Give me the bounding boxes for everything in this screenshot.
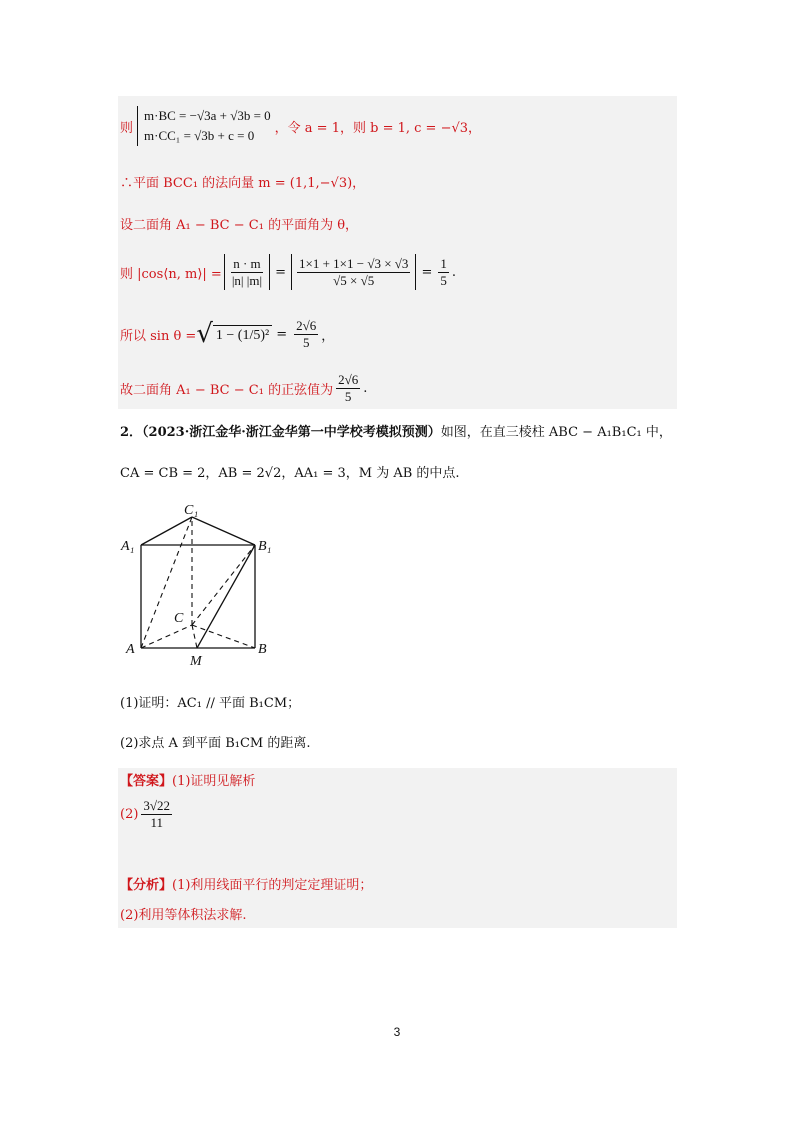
normal-vector-line (120, 172, 365, 191)
label-B1: B₁ (258, 539, 272, 554)
conclusion-text: 故二面角 A₁ − BC − C₁ 的正弦值为 (120, 382, 334, 398)
cos-lhs: 则 |cos⟨n, m⟩| = (120, 266, 222, 282)
given-text: CA = CB = 2，AB = 2√2，AA₁ = 3，M 为 AB 的中点. (120, 466, 460, 481)
edge-CM (192, 625, 197, 648)
analysis-part-2: (2)利用等体积法求解. (120, 908, 247, 923)
edge-CB1 (192, 545, 255, 625)
answer-num: 3√22 (143, 797, 171, 813)
dihedral-angle-text: 设二面角 A₁ − BC − C₁ 的平面角为 θ， (120, 218, 359, 233)
cos-equals: = (275, 264, 286, 280)
question-2-text: (2)求点 A 到平面 B₁CM 的距离. (120, 736, 311, 751)
label-B: B (258, 642, 267, 657)
cos-num-1: n · m (233, 255, 261, 271)
label-C: C (174, 611, 184, 626)
sin-radicand: 1 − (1/5)² (213, 325, 272, 344)
cos-den-2: √5 × √5 (333, 272, 375, 288)
normal-vector-text: ∴平面 BCC₁ 的法向量 m = (1,1,−√3)， (120, 176, 366, 191)
edge-CB (192, 625, 255, 648)
answer-den: 11 (150, 814, 163, 830)
analysis-tag: 【分析】 (120, 878, 173, 893)
sin-equals: = (276, 326, 288, 342)
cos-result (438, 256, 449, 289)
page-number: 3 (393, 1025, 401, 1039)
problem-stem: 如图，在直三棱柱 ABC − A₁B₁C₁ 中， (440, 425, 672, 440)
prism-figure (118, 498, 288, 670)
sin-num: 2√6 (296, 317, 317, 333)
analysis-part-1: (1)利用线面平行的判定定理证明； (172, 878, 373, 893)
problem-2-given (120, 462, 460, 481)
cos-num-2: 1×1 + 1×1 − √3 × √3 (299, 255, 409, 271)
question-2 (120, 732, 311, 751)
conclusion-num: 2√6 (338, 371, 359, 387)
question-1-text: (1)证明：AC₁ // 平面 B₁CM； (120, 696, 301, 711)
system-line (120, 100, 481, 152)
sin-den: 5 (302, 334, 310, 350)
problem-2-heading (120, 421, 672, 440)
label-M: M (190, 654, 202, 669)
question-1 (120, 692, 300, 711)
cos-res-num: 1 (440, 255, 447, 271)
conclusion-fraction (336, 372, 360, 405)
sin-result (294, 318, 318, 351)
cos-den-1: |n| |m| (231, 272, 263, 288)
equation-system (137, 106, 271, 146)
label-A: A (126, 642, 135, 657)
answer-tag: 【答案】 (120, 774, 173, 789)
problem-number: 2． (120, 425, 143, 440)
answer-line-1 (120, 770, 255, 789)
sqrt-symbol: √ (196, 319, 213, 349)
analysis-line-1 (120, 874, 372, 893)
edge-A1C1 (141, 517, 192, 545)
equation-2: m·CC₁ = √3b + c = 0 (144, 128, 255, 143)
cos-line: 则 |cos⟨n, m⟩| = $\frac{n \cdot m}{|n| |m|}$ = $\frac{1\times 1 + 1\times 1 - √3 \times √3}{√5 \times √5}$ = $\frac{1}{5}$ . (120, 250, 456, 294)
cos-fraction-2 (297, 256, 410, 289)
conclusion-line: 故二面角 A₁ − BC − C₁ 的正弦值为 $\frac{2√6}{5}$ . (120, 371, 368, 404)
edge-C1B1 (192, 517, 255, 545)
answer-part-2-prefix: (2) (120, 806, 139, 822)
dihedral-angle-line (120, 214, 358, 233)
cos-res-den: 5 (440, 272, 447, 288)
answer-fraction (141, 798, 172, 831)
problem-source: （2023·浙江金华·浙江金华第一中学校考模拟预测） (142, 425, 441, 440)
sin-line: 所以 sin θ = √ 1 − (1/5)² = $\frac{2√6}{5}$ ， (120, 317, 335, 350)
equation-1: m·BC = −√3a + √3b = 0 (144, 108, 271, 123)
edge-MB1 (197, 545, 255, 648)
label-A1: A₁ (121, 539, 135, 554)
sin-lhs: 所以 sin θ = (120, 328, 197, 344)
let-a-text: ，令 a = 1，则 b = 1, c = −√3， (274, 120, 482, 136)
answer-line-2 (120, 794, 175, 834)
label-C1: C₁ (184, 503, 199, 518)
analysis-line-2 (120, 904, 247, 923)
cos-fraction-1 (230, 256, 264, 289)
ze-label: 则 (120, 120, 134, 136)
conclusion-den: 5 (344, 388, 352, 404)
answer-part-1: (1)证明见解析 (172, 774, 256, 789)
